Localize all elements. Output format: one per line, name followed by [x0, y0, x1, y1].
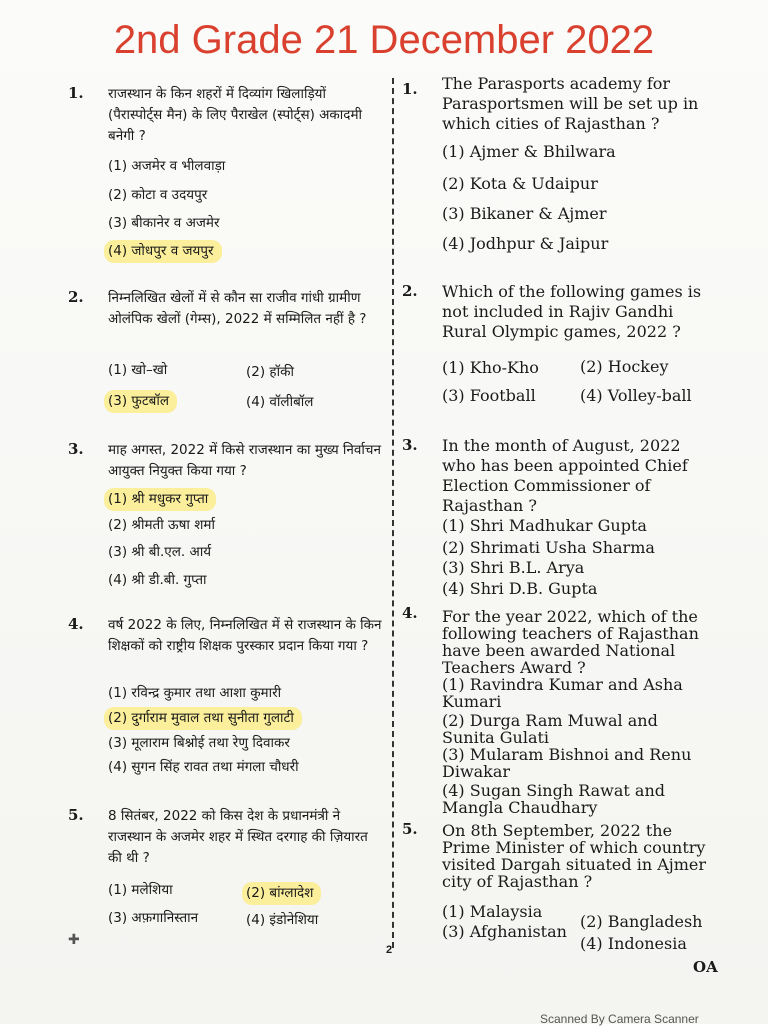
option-4: (4) सुगन सिंह रावत तथा मंगला चौधरी	[108, 759, 299, 775]
option-1: (1) Malaysia	[442, 902, 543, 921]
option-4-answer: (4) जोधपुर व जयपुर	[104, 240, 222, 263]
option-4: (4) Jodhpur & Jaipur	[442, 234, 609, 253]
option-2: (2) श्रीमती ऊषा शर्मा	[108, 517, 215, 533]
column-divider	[392, 78, 394, 948]
question-text: For the year 2022, which of the following teachers of Rajasthan have been awarded National Teachers Award ?	[442, 607, 699, 677]
option-3: (3) Bikaner & Ajmer	[442, 204, 607, 223]
option-1: (1) Ravindra Kumar and Asha Kumari	[442, 675, 683, 711]
question-number: 2.	[68, 288, 84, 306]
question-text: राजस्थान के किन शहरों में दिव्यांग खिलाड़ियों (पैरास्पोर्ट्स मैन) के लिए पैराखेल (स्पोर्ट्स) अकादमी बनेगी ?	[108, 86, 363, 144]
question-text: In the month of August, 2022 who has been appointed Chief Election Commissioner of Rajasthan ?	[442, 436, 688, 515]
option-4: (4) Volley-ball	[580, 386, 692, 405]
option-1: (1) Shri Madhukar Gupta	[442, 516, 647, 535]
option-2: (2) Bangladesh	[580, 912, 703, 931]
option-1: (1) Ajmer & Bhilwara	[442, 142, 616, 161]
option-4: (4) वॉलीबॉल	[246, 394, 314, 410]
option-2-answer: (2) बांग्लादेश	[242, 882, 321, 905]
option-2: (2) हॉकी	[246, 364, 294, 380]
option-2: (2) Kota & Udaipur	[442, 174, 598, 193]
question-number: 3.	[68, 440, 84, 458]
question-number: 4.	[402, 604, 418, 622]
option-1: (1) Kho-Kho	[442, 358, 539, 377]
option-3: (3) बीकानेर व अजमेर	[108, 215, 220, 231]
option-3: (3) Shri B.L. Arya	[442, 558, 585, 577]
option-3: (3) श्री बी.एल. आर्य	[108, 544, 212, 560]
option-4: (4) Sugan Singh Rawat and Mangla Chaudhary	[442, 781, 665, 817]
option-4: (4) इंडोनेशिया	[246, 912, 319, 928]
question-number: 1.	[68, 84, 84, 102]
question-number: 3.	[402, 436, 418, 454]
question-text: Which of the following games is not included in Rajiv Gandhi Rural Olympic games, 2022 ?	[442, 282, 702, 341]
question-text: वर्ष 2022 के लिए, निम्नलिखित में से राजस्थान के किन शिक्षकों को राष्ट्रीय शिक्षक पुरस्कार प्रदान किया गया ?	[108, 617, 382, 654]
question-number: 4.	[68, 615, 84, 633]
question-number: 1.	[402, 80, 418, 98]
option-3: (3) Afghanistan	[442, 922, 567, 941]
question-text: 8 सितंबर, 2022 को किस देश के प्रधानमंत्री ने राजस्थान के अजमेर शहर में स्थित दरगाह की ज़ियारत की थी ?	[108, 808, 368, 866]
registration-mark-icon: ✚	[68, 932, 80, 948]
option-3: (3) Mularam Bishnoi and Renu Diwakar	[442, 745, 692, 781]
page-title: 2nd Grade 21 December 2022	[113, 18, 655, 62]
booklet-code: OA	[693, 958, 718, 976]
option-1: (1) रविन्द्र कुमार तथा आशा कुमारी	[108, 685, 282, 701]
question-text: माह अगस्त, 2022 में किसे राजस्थान का मुख्य निर्वाचन आयुक्त नियुक्त किया गया ?	[108, 442, 381, 479]
option-4: (4) श्री डी.बी. गुप्ता	[108, 572, 207, 588]
question-number: 2.	[402, 282, 418, 300]
option-2: (2) कोटा व उदयपुर	[108, 187, 208, 203]
option-1: (1) मलेशिया	[108, 882, 173, 898]
option-2: (2) Shrimati Usha Sharma	[442, 538, 655, 557]
question-number: 5.	[402, 820, 418, 838]
question-text: On 8th September, 2022 the Prime Minister of which country visited Dargah situated in Ajmer city of Rajasthan ?	[442, 821, 707, 891]
question-text: The Parasports academy for Parasportsmen will be set up in which cities of Rajasthan ?	[442, 74, 699, 133]
option-2-answer: (2) दुर्गाराम मुवाल तथा सुनीता गुलाटी	[104, 707, 302, 730]
option-2: (2) Durga Ram Muwal and Sunita Gulati	[442, 711, 658, 747]
option-3-answer: (3) फुटबॉल	[104, 390, 177, 413]
option-3: (3) अफ़गानिस्तान	[108, 910, 199, 926]
scanner-watermark: Scanned By Camera Scanner	[540, 1012, 699, 1026]
option-1-answer: (1) श्री मधुकर गुप्ता	[104, 488, 216, 511]
option-1: (1) अजमेर व भीलवाड़ा	[108, 158, 226, 174]
option-2: (2) Hockey	[580, 357, 669, 376]
option-4: (4) Indonesia	[580, 934, 687, 953]
question-text: निम्नलिखित खेलों में से कौन सा राजीव गांधी ग्रामीण ओलंपिक खेलों (गेम्स), 2022 में सम्मिलित नहीं है ?	[108, 290, 367, 327]
option-1: (1) खो–खो	[108, 362, 168, 378]
option-3: (3) मूलाराम बिश्नोई तथा रेणु दिवाकर	[108, 735, 290, 751]
option-4: (4) Shri D.B. Gupta	[442, 579, 598, 598]
question-number: 5.	[68, 806, 84, 824]
option-3: (3) Football	[442, 386, 536, 405]
page-number: 2	[386, 944, 393, 956]
